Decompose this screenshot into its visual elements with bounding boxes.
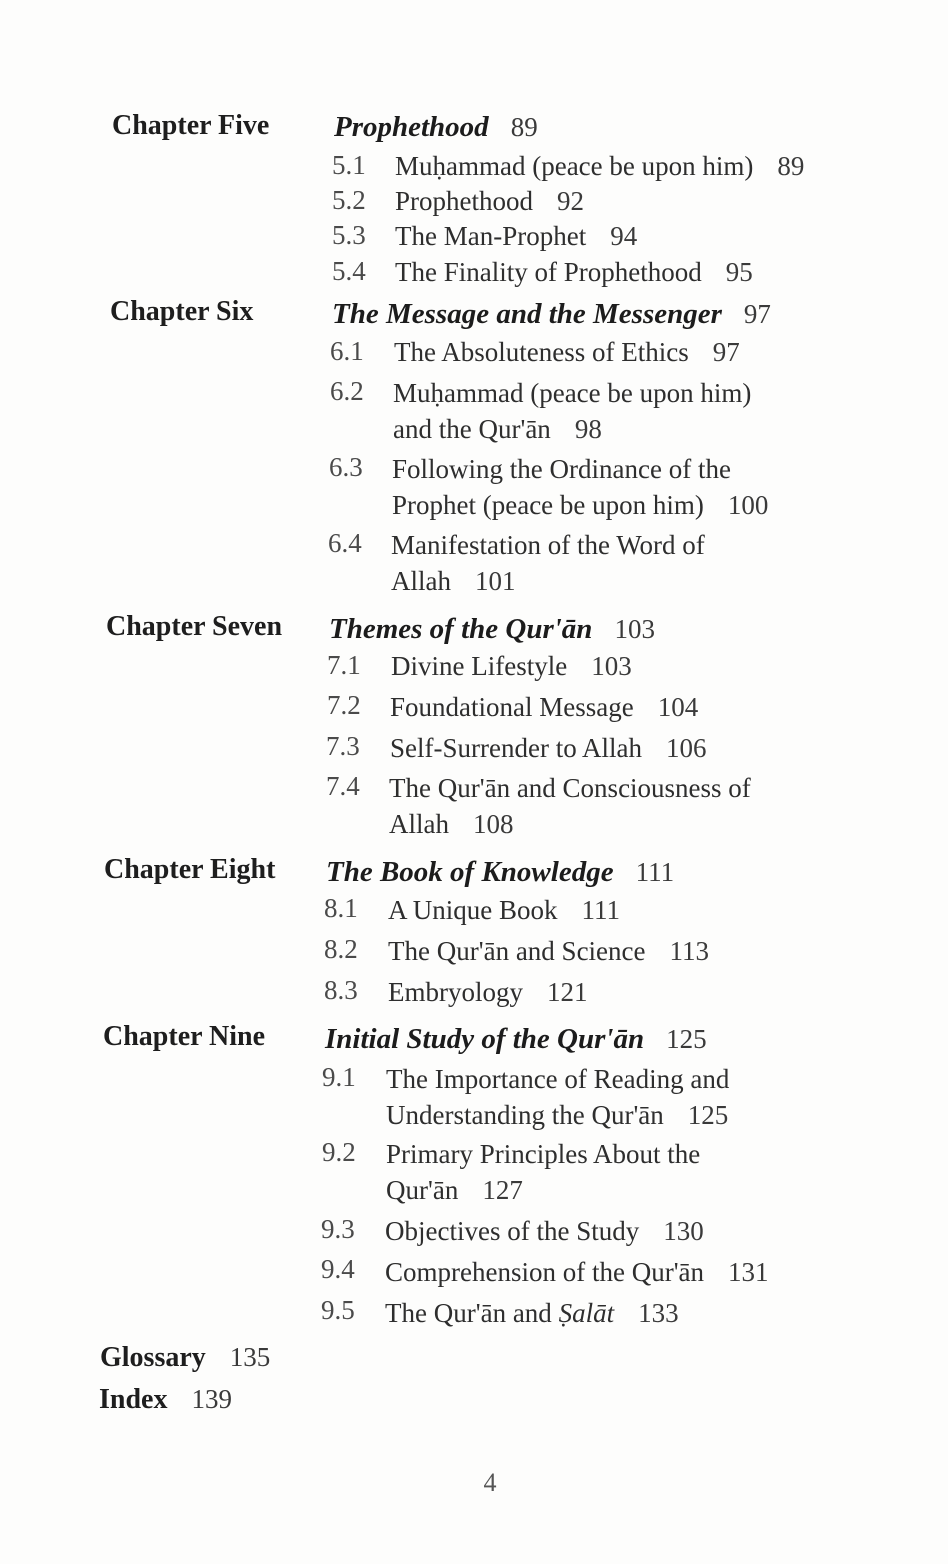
section-number: 9.1 <box>322 1062 356 1092</box>
section-page: 97 <box>712 337 740 367</box>
section-title: Primary Principles About the Qur'ān 127 <box>386 1139 701 1205</box>
section-number: 7.4 <box>326 771 360 801</box>
chapter-five-title: Prophethood 89 <box>334 111 538 143</box>
section-page: 89 <box>777 151 805 181</box>
chapter-page: 97 <box>743 299 771 329</box>
section-title: Muḥammad (peace be upon him) 89 <box>395 151 805 181</box>
section-number: 7.3 <box>326 731 360 761</box>
section-number: 8.1 <box>324 893 358 923</box>
section-title: The Qur'ān and Science 113 <box>388 936 710 966</box>
section-page: 104 <box>657 692 699 722</box>
section-page: 101 <box>475 566 516 596</box>
section-page: 103 <box>591 651 632 681</box>
chapter-page: 103 <box>614 614 655 644</box>
section-title: The Finality of Prophethood 95 <box>395 257 753 287</box>
section-title: The Man-Prophet 94 <box>395 221 638 251</box>
section-page: 100 <box>727 490 769 520</box>
chapter-six-title: The Message and the Messenger 97 <box>332 298 771 330</box>
section-title: Following the Ordinance of the Prophet (peace be upon him) 100 <box>392 454 769 520</box>
section-title: Divine Lifestyle 103 <box>391 651 632 681</box>
section-page: 130 <box>663 1216 704 1246</box>
section-title: A Unique Book 111 <box>388 895 621 925</box>
chapter-five-label: Chapter Five <box>112 110 270 141</box>
section-number: 6.3 <box>329 452 363 482</box>
section-number: 8.2 <box>324 934 358 964</box>
section-title: The Qur'ān and Consciousness of Allah 108 <box>389 773 751 839</box>
section-title: Manifestation of the Word of Allah 101 <box>391 530 705 596</box>
chapter-page: 125 <box>666 1024 707 1054</box>
chapter-six-label: Chapter Six <box>110 296 254 327</box>
section-page: 98 <box>574 414 602 444</box>
section-page: 94 <box>610 221 638 251</box>
section-number: 6.1 <box>330 336 364 366</box>
chapter-page: 111 <box>635 857 675 887</box>
section-number: 7.2 <box>327 690 361 720</box>
section-number: 7.1 <box>327 650 361 680</box>
page-number: 4 <box>483 1468 497 1497</box>
index-entry: Index 139 <box>99 1384 232 1415</box>
section-number: 9.5 <box>321 1295 355 1325</box>
section-title: Self-Surrender to Allah 106 <box>390 733 707 763</box>
section-number: 5.2 <box>332 185 366 215</box>
chapter-page: 89 <box>510 112 538 142</box>
section-number: 9.3 <box>321 1214 355 1244</box>
chapter-eight-label: Chapter Eight <box>104 854 276 885</box>
section-page: 108 <box>473 809 514 839</box>
chapter-eight-title: The Book of Knowledge 111 <box>326 856 675 888</box>
section-title: Muḥammad (peace be upon him) and the Qur'ān 98 <box>393 378 752 444</box>
section-page: 111 <box>581 895 621 925</box>
section-title: Comprehension of the Qur'ān 131 <box>385 1257 769 1287</box>
section-title: The Qur'ān and Ṣalāt 133 <box>385 1298 679 1328</box>
section-page: 95 <box>725 257 753 287</box>
chapter-seven-title: Themes of the Qur'ān 103 <box>329 613 655 645</box>
section-number: 6.2 <box>330 376 364 406</box>
section-title: Foundational Message 104 <box>390 692 699 722</box>
section-number: 5.3 <box>332 220 366 250</box>
section-title: Prophethood 92 <box>395 186 584 216</box>
section-number: 5.4 <box>332 256 366 286</box>
section-number: 9.2 <box>322 1137 356 1167</box>
section-page: 92 <box>557 186 584 216</box>
section-number: 9.4 <box>321 1254 355 1284</box>
section-number: 5.1 <box>332 150 366 180</box>
salat-italic: Ṣalāt <box>558 1298 615 1328</box>
chapter-seven-label: Chapter Seven <box>106 611 283 642</box>
section-page: 133 <box>638 1298 679 1328</box>
section-number: 8.3 <box>324 975 358 1005</box>
section-title: The Importance of Reading and Understanding the Qur'ān 125 <box>386 1064 730 1130</box>
section-number: 6.4 <box>328 528 362 558</box>
glossary-entry: Glossary 135 <box>100 1342 271 1373</box>
section-page: 125 <box>687 1100 729 1130</box>
section-page: 113 <box>669 936 710 966</box>
glossary-page: 135 <box>229 1342 271 1372</box>
section-title: Objectives of the Study 130 <box>385 1216 704 1246</box>
section-title: Embryology 121 <box>388 977 588 1007</box>
section-page: 127 <box>482 1175 523 1205</box>
section-page: 131 <box>728 1257 769 1287</box>
section-title: The Absoluteness of Ethics 97 <box>394 337 740 367</box>
index-page: 139 <box>191 1384 232 1414</box>
section-page: 106 <box>665 733 707 763</box>
chapter-nine-title: Initial Study of the Qur'ān 125 <box>325 1023 707 1055</box>
section-page: 121 <box>547 977 588 1007</box>
chapter-nine-label: Chapter Nine <box>103 1021 266 1052</box>
